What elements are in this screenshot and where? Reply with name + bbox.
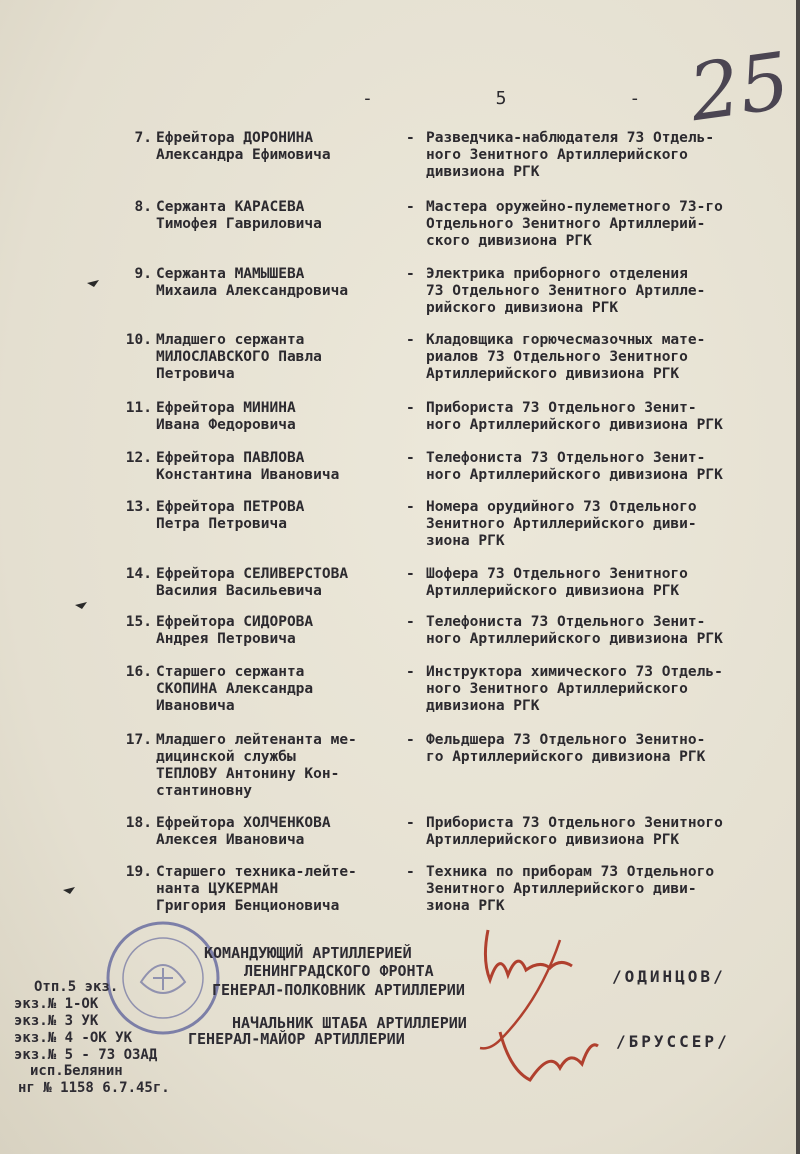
entry-dash: - xyxy=(406,199,415,215)
entry-name: Ефрейтора СЕЛИВЕРСТОВА Василия Васильевича xyxy=(156,566,349,599)
entry-name: Младшего лейтенанта ме- дицинской службы ТЕПЛОВУ Антонину Кон- стантиновну xyxy=(156,732,357,799)
hole-punch-mark xyxy=(62,885,76,895)
entry-number: 12. xyxy=(125,450,152,466)
distribution-line: нг № 1158 6.7.45г. xyxy=(18,1080,170,1096)
entry-position: Шофера 73 Отдельного Зенитного Артиллерийского дивизиона РГК xyxy=(426,566,688,599)
entry-number: 9. xyxy=(134,266,152,282)
entry-position: Телефониста 73 Отдельного Зенит- ного Артиллерийского дивизиона РГК xyxy=(426,450,723,483)
entry-dash: - xyxy=(406,664,415,680)
entry-dash: - xyxy=(406,499,415,515)
entry-name: Старшего техника-лейте- нанта ЦУКЕРМАН Григория Бенционовича xyxy=(156,864,357,914)
entry-position: Номера орудийного 73 Отдельного Зенитного Артиллерийского диви- зиона РГК xyxy=(426,499,697,549)
signature-name-brusser: /БРУССЕР/ xyxy=(616,1032,730,1051)
entry-position: Телефониста 73 Отдельного Зенит- ного Артиллерийского дивизиона РГК xyxy=(426,614,723,647)
entry-number: 8. xyxy=(134,199,152,215)
entry-name: Сержанта КАРАСЕВА Тимофея Гавриловича xyxy=(156,199,322,232)
signature-name-odintsov: /ОДИНЦОВ/ xyxy=(612,967,726,986)
signature-line-rank1: ГЕНЕРАЛ-ПОЛКОВНИК АРТИЛЛЕРИИ xyxy=(212,981,465,999)
top-page-marker: - 5 - xyxy=(362,88,697,109)
handwritten-signature-red xyxy=(460,920,610,1100)
handwritten-page-number: 25 xyxy=(684,36,796,140)
entry-name: Ефрейтора СИДОРОВА Андрея Петровича xyxy=(156,614,314,647)
entry-position: Мастера оружейно-пулеметного 73-го Отдельного Зенитного Артиллерий- ского дивизиона РГК xyxy=(426,199,723,249)
signature-line-rank2: ГЕНЕРАЛ-МАЙОР АРТИЛЛЕРИИ xyxy=(188,1030,405,1048)
entry-position: Электрика приборного отделения 73 Отдельного Зенитного Артилле- рийского дивизиона РГК xyxy=(426,266,706,316)
entry-dash: - xyxy=(406,566,415,582)
entry-number: 13. xyxy=(125,499,152,515)
entry-name: Ефрейтора ПЕТРОВА Петра Петровича xyxy=(156,499,305,532)
entry-name: Старшего сержанта СКОПИНА Александра Ивановича xyxy=(156,664,314,714)
distribution-line: Отп.5 экз. xyxy=(34,979,119,995)
entry-name: Ефрейтора МИНИНА Ивана Федоровича xyxy=(156,400,296,433)
distribution-line: экз.№ 3 УК xyxy=(14,1013,99,1029)
entry-number: 17. xyxy=(125,732,152,748)
entry-name: Ефрейтора ХОЛЧЕНКОВА Алексея Ивановича xyxy=(156,815,331,848)
entry-dash: - xyxy=(406,815,415,831)
entry-name: Сержанта МАМЫШЕВА Михаила Александровича xyxy=(156,266,349,299)
entry-position: Разведчика-наблюдателя 73 Отдель- ного Зенитного Артиллерийского дивизиона РГК xyxy=(426,130,715,180)
entry-dash: - xyxy=(406,450,415,466)
distribution-line: экз.№ 4 -ОК УК xyxy=(14,1030,133,1046)
entry-dash: - xyxy=(406,614,415,630)
entry-number: 16. xyxy=(125,664,152,680)
entry-number: 11. xyxy=(125,400,152,416)
entry-number: 15. xyxy=(125,614,152,630)
entry-dash: - xyxy=(406,332,415,348)
entry-number: 14. xyxy=(125,566,152,582)
signature-line-front: ЛЕНИНГРАДСКОГО ФРОНТА xyxy=(244,962,434,980)
distribution-line: экз.№ 1-ОК xyxy=(14,996,99,1012)
distribution-line: исп.Белянин xyxy=(30,1063,123,1079)
entry-number: 18. xyxy=(125,815,152,831)
entry-dash: - xyxy=(406,400,415,416)
entry-position: Прибориста 73 Отдельного Зенит- ного Артиллерийского дивизиона РГК xyxy=(426,400,723,433)
entry-position: Техника по приборам 73 Отдельного Зенитного Артиллерийского диви- зиона РГК xyxy=(426,864,715,914)
signature-line-chief-of-staff: НАЧАЛЬНИК ШТАБА АРТИЛЛЕРИИ xyxy=(232,1014,467,1032)
entry-position: Кладовщика горючесмазочных мате- риалов 73 Отдельного Зенитного Артиллерийского дивизиона РГК xyxy=(426,332,706,382)
entry-position: Прибориста 73 Отдельного Зенитного Артиллерийского дивизиона РГК xyxy=(426,815,723,848)
hole-punch-mark xyxy=(86,278,100,288)
entry-dash: - xyxy=(406,864,415,880)
hole-punch-mark xyxy=(74,600,88,610)
entry-name: Ефрейтора ДОРОНИНА Александра Ефимовича xyxy=(156,130,331,163)
distribution-line: экз.№ 5 - 73 ОЗАД xyxy=(14,1047,158,1063)
entry-number: 7. xyxy=(134,130,152,146)
entry-name: Ефрейтора ПАВЛОВА Константина Ивановича xyxy=(156,450,340,483)
signature-line-commander: КОМАНДУЮЩИЙ АРТИЛЛЕРИЕЙ xyxy=(204,944,412,962)
entry-position: Инструктора химического 73 Отдель- ного Зенитного Артиллерийского дивизиона РГК xyxy=(426,664,723,714)
entry-dash: - xyxy=(406,266,415,282)
official-seal-stamp xyxy=(103,918,223,1038)
entry-name: Младшего сержанта МИЛОСЛАВСКОГО Павла Петровича xyxy=(156,332,322,382)
entry-dash: - xyxy=(406,130,415,146)
entry-number: 19. xyxy=(125,864,152,880)
entry-position: Фельдшера 73 Отдельного Зенитно- го Артиллерийского дивизиона РГК xyxy=(426,732,706,765)
entry-number: 10. xyxy=(125,332,152,348)
entry-dash: - xyxy=(406,732,415,748)
